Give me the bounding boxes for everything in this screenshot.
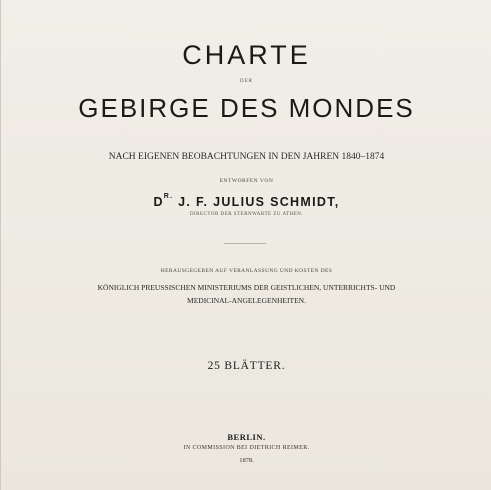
author-name (1, 195, 491, 209)
author-position: DIRECTOR DER STERNWARTE ZU ATHEN. (189, 212, 304, 217)
author-prefix: D (153, 195, 164, 209)
observations-line: NACH EIGENEN BEOBACHTUNGEN IN DEN JAHREN 1840–1874 (108, 152, 385, 162)
author-full-name: J. F. JULIUS SCHMIDT, (173, 195, 340, 209)
publisher-line: IN COMMISSION BEI DIETRICH REIMER. (183, 445, 310, 451)
connector-word: DER (240, 79, 253, 84)
divider-rule (224, 243, 266, 244)
author-prefix-sup: R. (163, 193, 174, 200)
publication-city: BERLIN. (227, 432, 266, 442)
subtitle: GEBIRGE DES MONDES (78, 93, 415, 123)
ministry-line-1: KÖNIGLICH PREUSSISCHEN MINISTERIUMS DER GEISTLICHEN, UNTERRICHTS- UND (97, 283, 396, 292)
publication-year: 1878. (239, 457, 254, 464)
main-title: CHARTE (182, 40, 311, 70)
designed-by-label: ENTWORFEN VON (219, 178, 274, 184)
sheet-count: 25 BLÄTTER. (207, 360, 286, 372)
ministry-line-2: MEDICINAL-ANGELEGENHEITEN. (187, 296, 306, 305)
published-by-label: HERAUSGEGEBEN AUF VERANLASSUNG UND KOSTEN DES (160, 268, 333, 274)
